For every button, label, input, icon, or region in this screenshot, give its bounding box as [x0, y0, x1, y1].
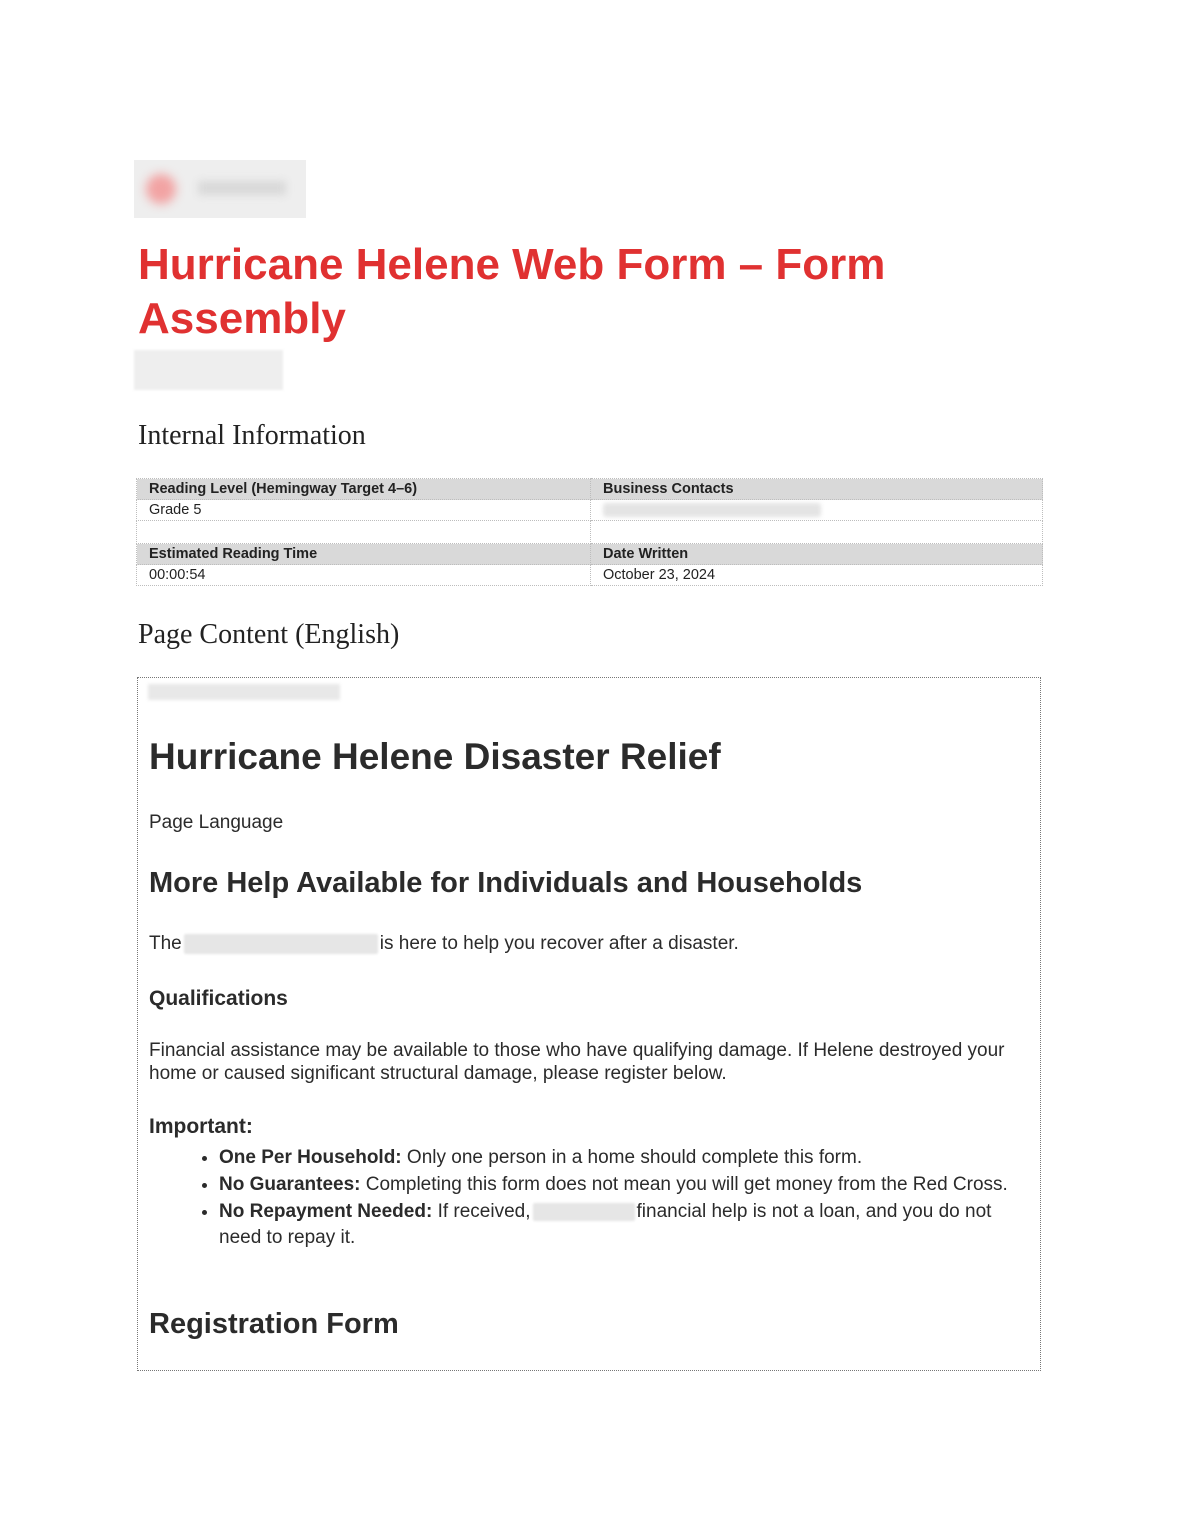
- document-title: Hurricane Helene Web Form – Form Assembly: [138, 240, 886, 343]
- date-written-value: October 23, 2024: [591, 565, 1043, 586]
- list-item-text: Completing this form does not mean you will get money from the Red Cross.: [365, 1174, 1008, 1195]
- qualifications-paragraph: Financial assistance may be available to those who have qualifying damage. If Helene destroyed your home or caused significant structural damage, please register below.: [149, 1040, 1005, 1084]
- list-item: [219, 1199, 1019, 1251]
- redacted-organization: [184, 934, 378, 954]
- list-item-text-after: financial help is not a loan, and you do not need to repay it.: [219, 1201, 992, 1248]
- page-language-label: Page Language: [149, 812, 284, 833]
- redacted-organization: [533, 1203, 635, 1221]
- business-contacts-label: Business Contacts: [591, 479, 1043, 500]
- date-written-label: Date Written: [591, 544, 1043, 565]
- list-item-text: Only one person in a home should complete this form.: [406, 1147, 863, 1168]
- logo-mark-icon: [146, 174, 176, 204]
- estimated-time-label: Estimated Reading Time: [137, 544, 591, 565]
- list-item-label: One Per Household:: [219, 1147, 402, 1168]
- table-row-spacer: [137, 521, 1043, 544]
- help-text-after: is here to help you recover after a disaster.: [379, 933, 739, 954]
- redacted-url: [148, 684, 340, 700]
- qualifications-heading: Qualifications: [149, 987, 288, 1010]
- important-list: [149, 1145, 1019, 1252]
- help-paragraph: [149, 933, 739, 955]
- redacted-contacts: [603, 503, 821, 517]
- business-contacts-value: [591, 500, 1043, 521]
- list-item-label: No Guarantees:: [219, 1174, 361, 1195]
- important-label: Important:: [149, 1115, 253, 1138]
- list-item-text-before: If received,: [437, 1201, 531, 1222]
- table-row: [137, 479, 1043, 500]
- table-row: [137, 500, 1043, 521]
- reading-level-value: Grade 5: [137, 500, 591, 521]
- page-content-heading: Page Content (English): [138, 619, 400, 650]
- redacted-subtitle: [134, 350, 283, 390]
- table-row: [137, 565, 1043, 586]
- help-heading: More Help Available for Individuals and Households: [149, 867, 863, 899]
- page-content-box: [137, 677, 1041, 1371]
- internal-information-heading: Internal Information: [138, 420, 366, 451]
- internal-info-table: [136, 478, 1043, 586]
- logo-wordmark-redacted: [198, 181, 286, 195]
- list-item-label: No Repayment Needed:: [219, 1201, 433, 1222]
- list-item: [219, 1172, 1019, 1198]
- page-h1: Hurricane Helene Disaster Relief: [149, 736, 721, 777]
- list-item: [219, 1145, 1019, 1171]
- reading-level-label: Reading Level (Hemingway Target 4–6): [137, 479, 591, 500]
- redacted-logo: [134, 160, 306, 218]
- help-text-before: The: [149, 933, 182, 954]
- table-row: [137, 544, 1043, 565]
- registration-form-heading: Registration Form: [149, 1308, 399, 1340]
- estimated-time-value: 00:00:54: [137, 565, 591, 586]
